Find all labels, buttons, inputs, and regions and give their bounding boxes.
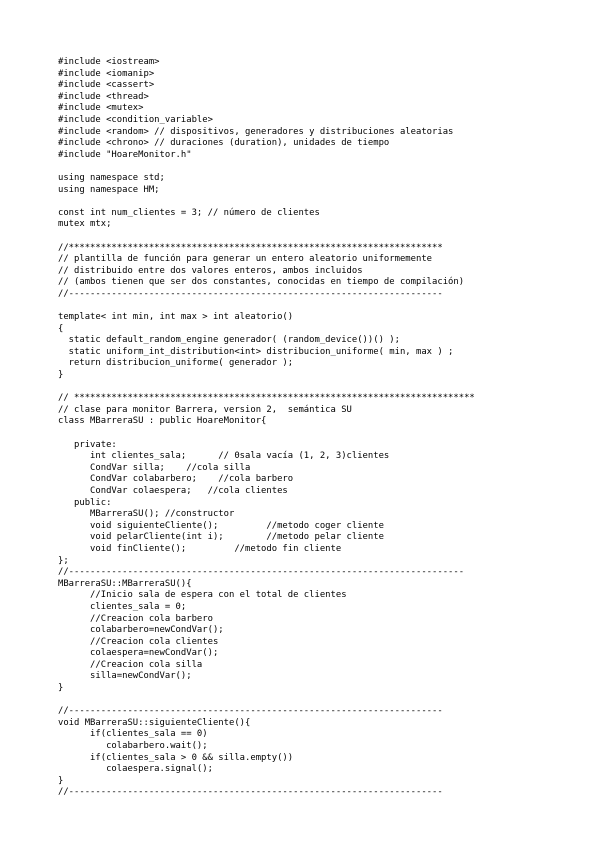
- code-line: return distribucion_uniforme( generador );: [58, 358, 294, 369]
- code-line: private:: [58, 439, 117, 450]
- code-line: void finCliente(); //metodo fin cliente: [58, 543, 342, 554]
- code-line: #include <cassert>: [58, 80, 155, 91]
- code-line: void MBarreraSU::siguienteCliente(){: [58, 717, 251, 728]
- code-line: #include "HoareMonitor.h": [58, 149, 192, 160]
- code-line: [58, 382, 588, 394]
- code-line: class MBarreraSU : public HoareMonitor{: [58, 416, 267, 427]
- code-line: MBarreraSU::MBarreraSU(){: [58, 578, 192, 589]
- code-line: colabarbero.wait();: [58, 741, 208, 752]
- code-line: MBarreraSU(); //constructor: [58, 509, 235, 520]
- code-line: mutex mtx;: [58, 219, 112, 230]
- code-line: [58, 161, 588, 173]
- code-line: // (ambos tienen que ser dos constantes, conocidas en tiempo de compilación): [58, 277, 465, 288]
- code-line: [58, 428, 588, 440]
- code-line: static uniform_int_distribution<int> distribucion_uniforme( min, max ) ;: [58, 346, 454, 357]
- code-line: };: [58, 555, 69, 566]
- code-line: #include <iomanip>: [58, 68, 155, 79]
- code-line: using namespace HM;: [58, 184, 160, 195]
- code-line: void pelarCliente(int i); //metodo pelar cliente: [58, 532, 384, 543]
- code-line: colaespera=newCondVar();: [58, 648, 219, 659]
- code-line: #include <chrono> // duraciones (duration), unidades de tiempo: [58, 138, 390, 149]
- code-line: public:: [58, 497, 112, 508]
- code-line: }: [58, 683, 64, 694]
- code-line: [58, 196, 588, 208]
- code-line: const int num_clientes = 3; // número de clientes: [58, 207, 320, 218]
- code-line: using namespace std;: [58, 172, 165, 183]
- code-line: #include <thread>: [58, 91, 149, 102]
- code-line: //--------------------------------------------------------------------------: [58, 567, 465, 578]
- code-line: }: [58, 775, 64, 786]
- code-line: if(clientes_sala == 0): [58, 729, 208, 740]
- code-line: //----------------------------------------------------------------------: [58, 706, 443, 717]
- code-line: //Creacion cola silla: [58, 659, 203, 670]
- code-line: colabarbero=newCondVar();: [58, 625, 224, 636]
- code-line: //Creacion cola barbero: [58, 613, 213, 624]
- code-line: #include <random> // dispositivos, generadores y distribuciones aleatorias: [58, 126, 454, 137]
- code-line: // distribuido entre dos valores enteros, ambos incluidos: [58, 265, 363, 276]
- code-line: //----------------------------------------------------------------------: [58, 288, 443, 299]
- code-line: //**********************************************************************: [58, 242, 443, 253]
- code-line: #include <mutex>: [58, 103, 144, 114]
- code-line: // ***************************************************************************: [58, 393, 475, 404]
- code-line: [58, 300, 588, 312]
- code-line: {: [58, 323, 64, 334]
- code-line: clientes_sala = 0;: [58, 601, 187, 612]
- code-line: #include <condition_variable>: [58, 114, 213, 125]
- code-line: //----------------------------------------------------------------------: [58, 787, 443, 798]
- code-line: //Creacion cola clientes: [58, 636, 219, 647]
- code-line: void siguienteCliente(); //metodo coger cliente: [58, 520, 384, 531]
- code-line: CondVar silla; //cola silla: [58, 462, 251, 473]
- code-line: CondVar colabarbero; //cola barbero: [58, 474, 294, 485]
- code-line: // clase para monitor Barrera, version 2, semántica SU: [58, 404, 352, 415]
- code-line: silla=newCondVar();: [58, 671, 192, 682]
- code-line: }: [58, 370, 64, 381]
- code-line: #include <iostream>: [58, 57, 160, 67]
- code-line: [58, 695, 588, 707]
- code-line: // plantilla de función para generar un entero aleatorio uniformemente: [58, 254, 433, 265]
- code-line: if(clientes_sala > 0 && silla.empty()): [58, 752, 294, 763]
- code-listing: [58, 57, 588, 799]
- code-line: int clientes_sala; // 0sala vacía (1, 2, 3)clientes: [58, 451, 390, 462]
- code-line: colaespera.signal();: [58, 764, 213, 775]
- code-line: //Inicio sala de espera con el total de clientes: [58, 590, 347, 601]
- code-line: template< int min, int max > int aleatorio(): [58, 312, 294, 323]
- code-line: static default_random_engine generador( (random_device())() );: [58, 335, 400, 346]
- code-line: CondVar colaespera; //cola clientes: [58, 485, 288, 496]
- code-line: [58, 231, 588, 243]
